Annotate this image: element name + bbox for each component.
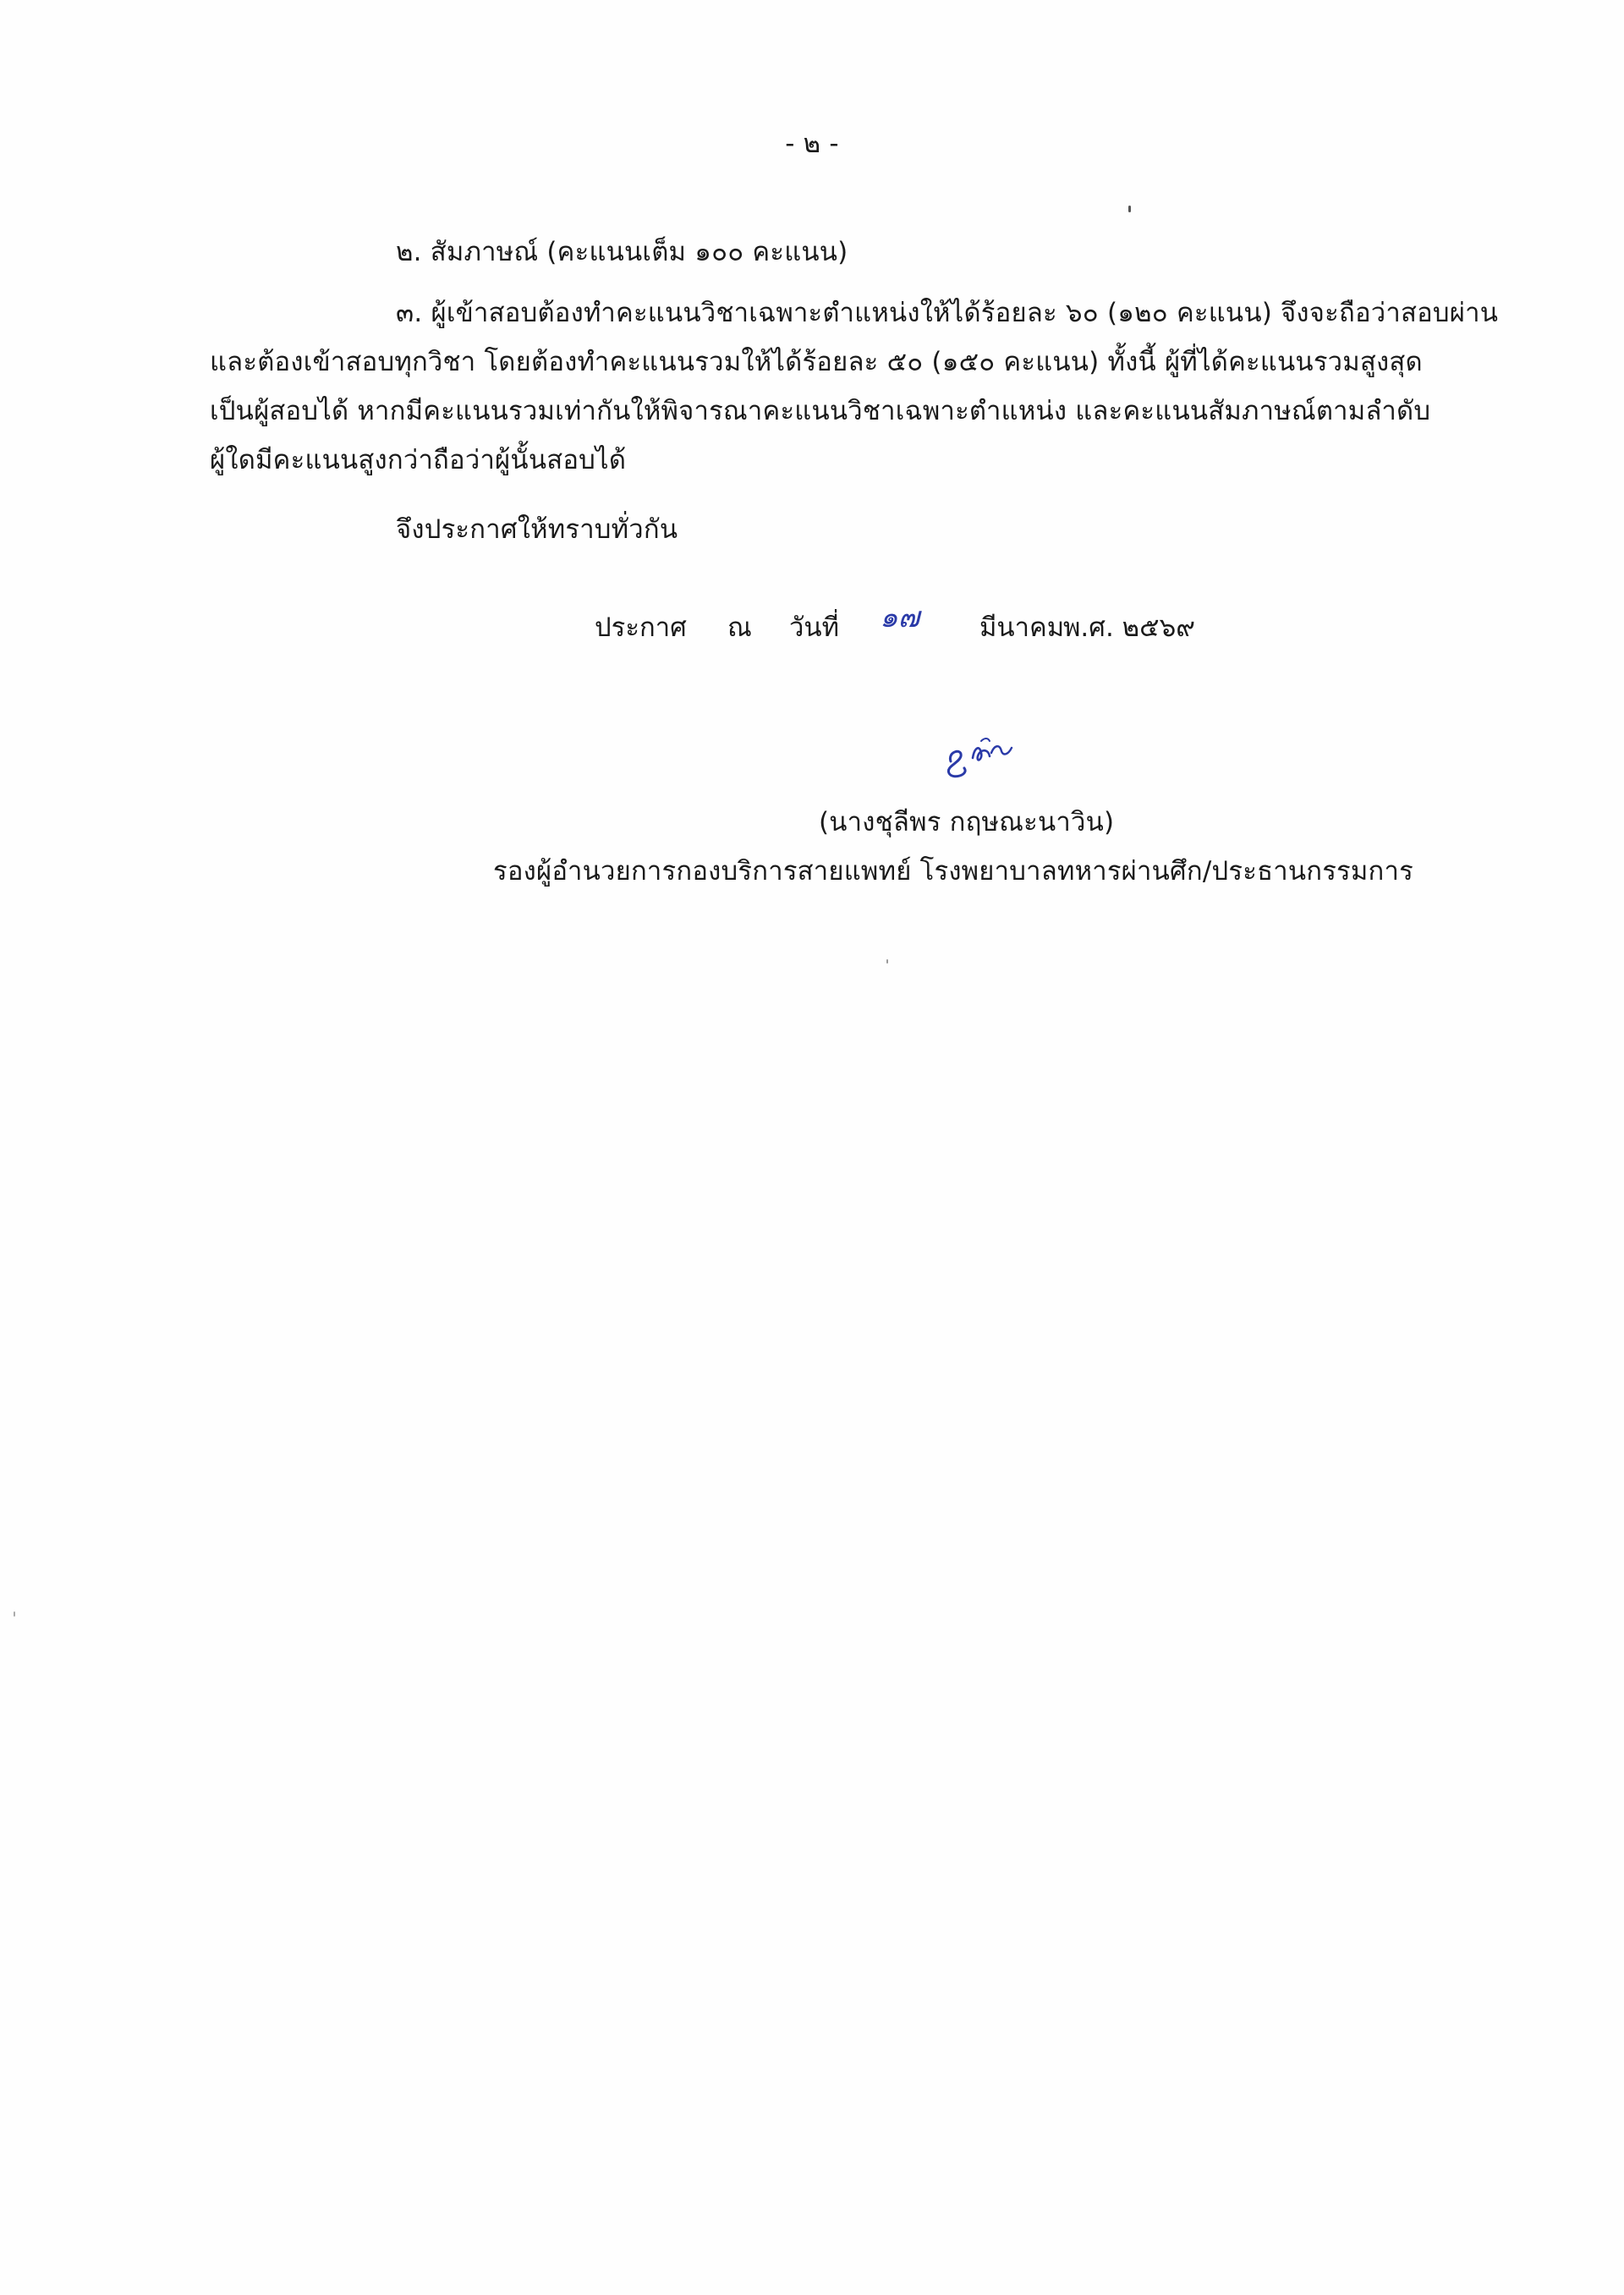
- item-3-line-3: เป็นผู้สอบได้ หากมีคะแนนรวมเท่ากันให้พิจารณาคะแนนวิชาเฉพาะตำแหน่ง และคะแนนสัมภาษณ์ตามลำดับ: [210, 396, 1431, 426]
- closing-statement: จึงประกาศให้ทราบทั่วกัน: [396, 514, 678, 545]
- scan-speck: [886, 959, 888, 964]
- announcement-at: ณ: [727, 612, 752, 643]
- item-3-line-4: ผู้ใดมีคะแนนสูงกว่าถือว่าผู้นั้นสอบได้: [210, 445, 627, 475]
- item-2-interview: ๒. สัมภาษณ์ (คะแนนเต็ม ๑๐๐ คะแนน): [396, 237, 848, 267]
- signer-name: (นางชุลีพร กฤษณะนาวิน): [819, 807, 1115, 837]
- page-number: - ๒ -: [785, 129, 839, 159]
- item-3-line-1: ๓. ผู้เข้าสอบต้องทำคะแนนวิชาเฉพาะตำแหน่งให้ได้ร้อยละ ๖๐ (๑๒๐ คะแนน) จึงจะถือว่าสอบผ่าน: [396, 298, 1499, 328]
- handwritten-signature-icon: [939, 719, 1040, 787]
- item-3-line-2: และต้องเข้าสอบทุกวิชา โดยต้องทำคะแนนรวมให้ได้ร้อยละ ๕๐ (๑๕๐ คะแนน) ทั้งนี้ ผู้ที่ได้คะแนนรวมสูงสุด: [210, 347, 1423, 377]
- announcement-day-label: วันที่: [789, 612, 840, 643]
- announcement-month: มีนาคม: [979, 612, 1065, 643]
- signer-title: รองผู้อำนวยการกองบริการสายแพทย์ โรงพยาบาลทหารผ่านศึก/ประธานกรรมการ: [493, 856, 1413, 887]
- announcement-date-row: [0, 601, 1624, 650]
- announcement-year: พ.ศ. ๒๕๖๙: [1063, 612, 1195, 643]
- scan-speck: [14, 1611, 15, 1617]
- announcement-label: ประกาศ: [595, 612, 687, 643]
- announcement-day-handwritten: ๑๗: [880, 601, 920, 634]
- scan-speck: [1128, 206, 1131, 212]
